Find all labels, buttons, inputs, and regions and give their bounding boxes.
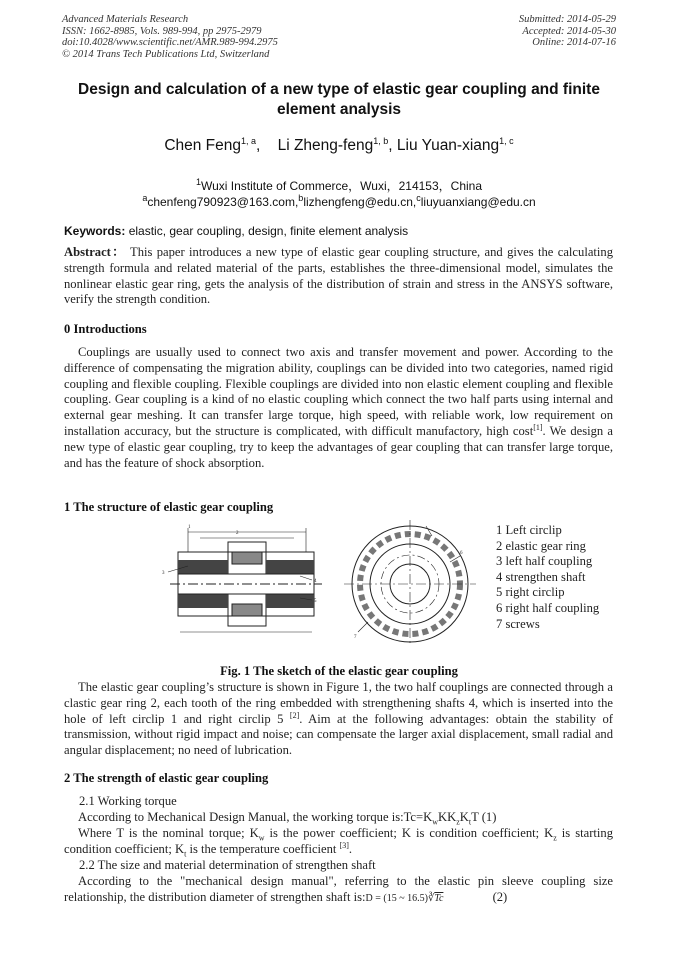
torque-text-a: According to Mechanical Design Manual, the working torque is:Tc=K — [78, 810, 433, 824]
formula-lhs: D = (15 ~ 16.5) — [365, 892, 428, 904]
email-a: chenfeng790923@163.com, — [147, 195, 299, 209]
paper-title: Design and calculation of a new type of elastic gear coupling and finite element analysis — [78, 81, 600, 118]
legend-item-6: 6 right half coupling — [496, 600, 600, 615]
subsection-2-1: 2.1 Working torque — [79, 794, 177, 808]
dates-header — [519, 14, 616, 49]
equation-number-2: (2) — [492, 889, 508, 904]
author-3: Liu Yuan-xiang — [396, 137, 500, 154]
email-a-mark: a — [142, 193, 148, 203]
abstract — [64, 245, 613, 308]
citation-2[interactable]: [2] — [289, 710, 300, 720]
figure-caption: Fig. 1 The sketch of the elastic gear coupling — [220, 664, 458, 678]
legend-item-7: 7 screws — [496, 616, 540, 631]
journal-name: Advanced Materials Research — [62, 14, 189, 25]
sub-z: z — [456, 817, 460, 827]
figure-label-3: 3 — [162, 571, 165, 576]
front-view — [344, 520, 476, 644]
formula-radical: $∛\overline{Tc}$ — [427, 892, 444, 904]
email-b: lizhengfeng@edu.cn, — [303, 195, 417, 209]
copyright-line: © 2014 Trans Tech Publications Ltd, Switzerland — [62, 48, 270, 60]
email-b-mark: b — [298, 193, 304, 203]
coef-text-b: is the power coefficient; K is condition coefficient; K — [264, 826, 554, 840]
coef-sub-z: z — [553, 833, 557, 843]
coef-text-c: is starting condition coefficient; K — [64, 826, 613, 856]
legend-item-5: 5 right circlip — [496, 585, 565, 600]
affiliation-text: Wuxi Institute of Commerce，Wuxi，214153，China — [201, 179, 483, 193]
abstract-text: This paper introduces a new type of elastic gear coupling structure, and gives the calculating strength formula and related material of the parts, establishes the three-dimensional model, simulates the nonlinear elastic gear ring, gets the analysis of the distribution of strain and stress in the ANSYS software, verify the strength condition. — [64, 245, 613, 307]
figure-label-6: 6 — [460, 551, 463, 556]
accepted-date: Accepted: 2014-05-30 — [522, 25, 616, 37]
coupling-figure — [162, 522, 490, 644]
section-0-paragraph — [64, 345, 613, 471]
doi-line: doi:10.4028/www.scientific.net/AMR.989-994.2975 — [62, 37, 278, 49]
email-c-mark: c — [416, 193, 421, 203]
author-3-affil: 1, c — [499, 135, 514, 146]
figure-label-7: 7 — [354, 635, 357, 640]
author-2-affil: 1, b — [373, 135, 389, 146]
figure-legend — [496, 523, 599, 632]
section-2-heading: 2 The strength of elastic gear coupling — [64, 771, 269, 785]
section-1-paragraph — [64, 680, 613, 759]
legend-item-4: 4 strengthen shaft — [496, 569, 586, 584]
shaft-paragraph — [64, 874, 613, 907]
coef-text-a: Where T is the nominal torque; K — [78, 826, 259, 840]
submitted-date: Submitted: 2014-05-29 — [518, 14, 616, 25]
figure-label-2: 2 — [236, 531, 239, 536]
intro-text-b: . We design a new type of elastic gear coupling, try to keep the advantages of gear coupling that can transfer large torque, and has the feature of shock absorption. — [64, 423, 613, 470]
affiliation-mark: 1 — [195, 177, 201, 187]
keywords-label: Keywords: — [64, 224, 126, 238]
journal-header — [62, 14, 278, 60]
shaft-text: According to the "mechanical design manual", referring to the elastic pin sleeve coupling size relationship, the distribution diameter of strengthen shaft is: — [64, 874, 613, 904]
citation-1[interactable]: [1] — [533, 422, 543, 432]
coef-sub-w: w — [258, 833, 265, 843]
email-list — [60, 195, 618, 209]
abstract-label: Abstract： — [64, 245, 126, 259]
author-2: Li Zheng-feng — [277, 137, 374, 154]
torque-text-c: K — [459, 810, 469, 824]
structure-text-a: The elastic gear coupling’s structure is shown in Figure 1, the two half couplings are connected through a clastic gear ring 2, each tooth of the ring embedded with strengthening shafts 4, which is inserted into the hole of left circlip 1 and right circlip 5 — [64, 680, 613, 726]
figure-label-5: 5 — [314, 599, 317, 604]
citation-3[interactable]: [3] — [339, 840, 349, 850]
torque-text-d: T (1) — [471, 810, 497, 824]
coef-text-d: is the temperature coefficient — [186, 841, 340, 856]
sub-t: t — [468, 817, 472, 827]
issn-line: ISSN: 1662-8985, Vols. 989-994, pp 2975-2979 — [62, 25, 262, 37]
coef-sub-t: t — [184, 849, 187, 859]
section-1-heading: 1 The structure of elastic gear coupling — [64, 500, 274, 514]
legend-item-3: 3 left half coupling — [496, 554, 593, 569]
legend-item-1: 1 Left circlip — [496, 523, 562, 537]
affiliation — [60, 177, 618, 194]
author-1-affil: 1, a — [241, 135, 257, 146]
figure-label-1: 1 — [188, 525, 191, 530]
author-list: Chen Feng$^{1, a}$, Li Zheng-feng$^{1, b}$, Liu Yuan-xiang$^{1, c}$ — [164, 135, 514, 154]
subsection-2-2: 2.2 The size and material determination of strengthen shaft — [79, 858, 376, 872]
side-section-view — [168, 528, 322, 632]
email-c: liuyuanxiang@edu.cn — [420, 195, 536, 209]
figure-label-4: 4 — [314, 579, 317, 584]
formula-radicand: $\overline{Tc}$ — [434, 892, 444, 904]
keywords-text: elastic, gear coupling, design, finite element analysis — [125, 224, 409, 238]
coef-text-e: . — [348, 841, 353, 856]
torque-text-b: KK — [438, 810, 457, 824]
section-0-heading: 0 Introductions — [64, 322, 147, 336]
author-1: Chen Feng — [164, 137, 242, 154]
working-torque-paragraph — [64, 810, 613, 826]
legend-item-2: 2 elastic gear ring — [496, 538, 586, 553]
structure-text-b: . Aim at the following advantages: obtain the stability of transmission, without rigid impact and noise; can compensate the larger axial displacement, small radial and angular displacement; no need of lubrication. — [64, 711, 613, 758]
keywords — [64, 224, 624, 238]
coefficient-paragraph — [64, 826, 613, 858]
sub-w: w — [432, 817, 438, 827]
intro-text-a: Couplings are usually used to connect two axis and transfer movement and power. According to the difference of compensating the migration ability, couplings can be divided into two categories, named rigid coupling and flexible coupling. Flexible couplings are divided into non elastic element coupling and flexible coupling. Gear coupling is a kind of no elastic coupling which connect the two half parts using internal and external gear meshing. It can transfer large torque, high speed, with reliable work, low requirement on installation accuracy, but the structure is complicated, with difficult manufactory, high cost — [64, 345, 613, 438]
online-date: Online: 2014-07-16 — [532, 37, 616, 49]
